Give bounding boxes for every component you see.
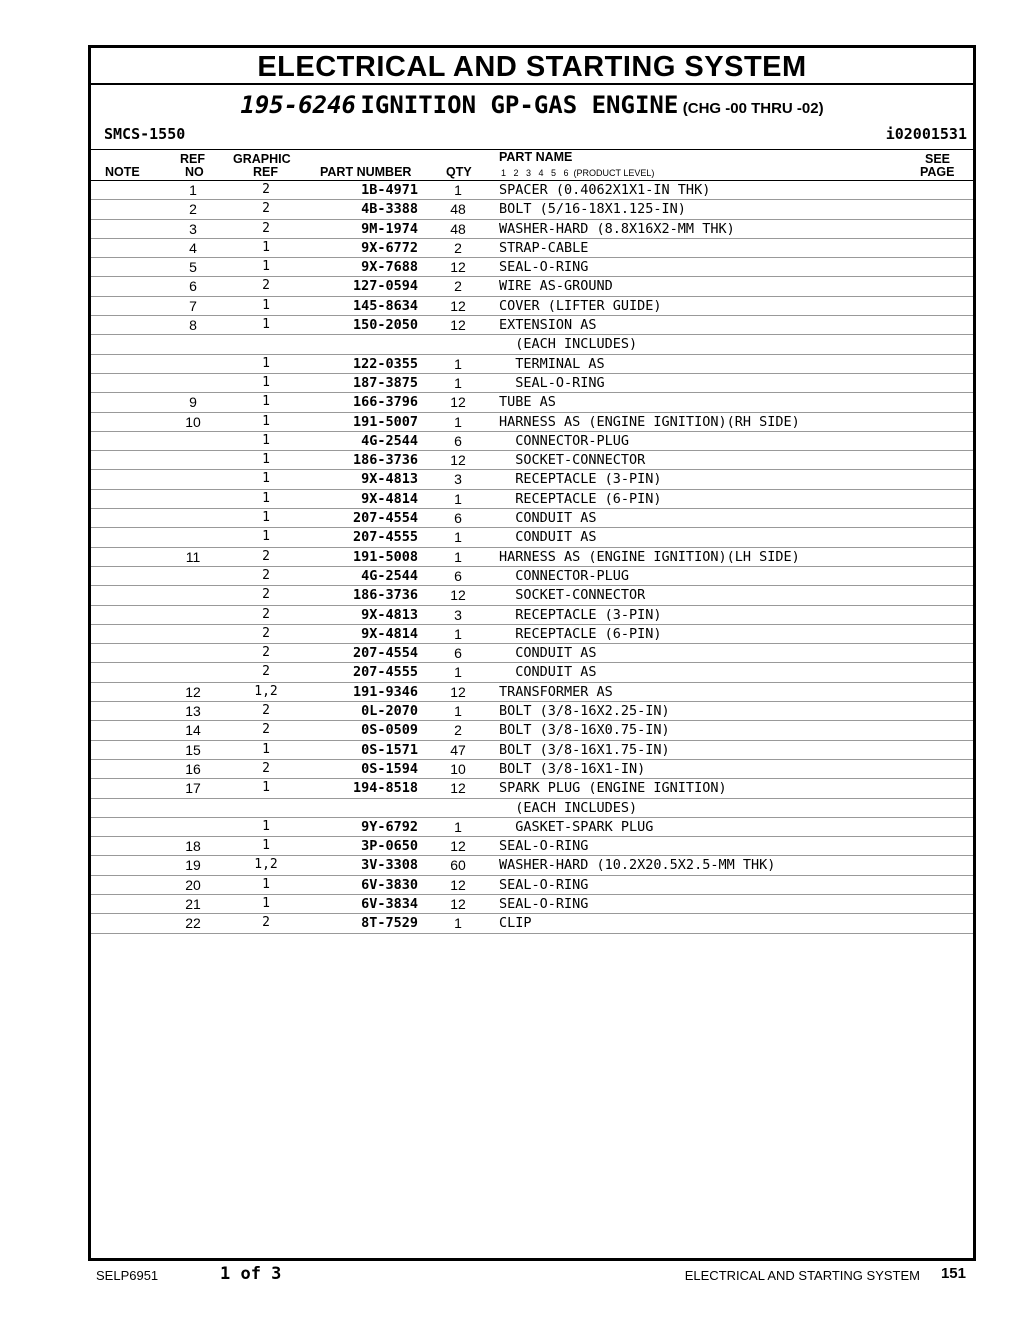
part-name: SOCKET-CONNECTOR bbox=[499, 587, 646, 604]
ref-number: 17 bbox=[185, 780, 201, 797]
illustration-id: i02001531 bbox=[885, 125, 967, 143]
part-number: 150-2050 bbox=[352, 317, 418, 334]
ref-number: 3 bbox=[189, 220, 197, 237]
table-row bbox=[91, 625, 973, 644]
table-row bbox=[91, 606, 973, 625]
quantity: 12 bbox=[450, 683, 466, 700]
table-row bbox=[91, 914, 973, 933]
part-name: CONNECTOR-PLUG bbox=[499, 432, 630, 449]
table-row bbox=[91, 683, 973, 702]
ref-number: 9 bbox=[189, 394, 197, 411]
part-name: CONDUIT AS bbox=[499, 664, 597, 681]
part-number: 1B-4971 bbox=[361, 182, 418, 198]
quantity: 12 bbox=[450, 838, 466, 855]
page-footer bbox=[0, 1262, 1020, 1292]
table-row bbox=[91, 335, 973, 354]
graphic-ref: 1 bbox=[262, 259, 270, 275]
group-heading bbox=[91, 85, 973, 121]
part-number: 0S-1571 bbox=[361, 741, 418, 758]
ref-number: 15 bbox=[185, 741, 201, 758]
graphic-ref: 1 bbox=[262, 317, 270, 333]
graphic-ref: 1 bbox=[262, 741, 270, 757]
table-row bbox=[91, 818, 973, 837]
quantity: 1 bbox=[454, 625, 462, 642]
part-name: TERMINAL AS bbox=[499, 355, 605, 372]
graphic-ref: 2 bbox=[262, 278, 270, 294]
page-title: ELECTRICAL AND STARTING SYSTEM bbox=[91, 48, 973, 85]
table-row bbox=[91, 856, 973, 875]
graphic-ref: 2 bbox=[262, 587, 270, 603]
quantity: 1 bbox=[454, 182, 462, 198]
table-row bbox=[91, 663, 973, 682]
part-name: WIRE AS-GROUND bbox=[499, 278, 613, 295]
part-number: 9X-7688 bbox=[361, 259, 418, 276]
page-of-indicator: 1 of 3 bbox=[220, 1264, 282, 1284]
ref-number: 11 bbox=[185, 548, 201, 565]
part-number: 191-5007 bbox=[352, 413, 418, 430]
graphic-ref: 2 bbox=[262, 645, 270, 661]
quantity: 3 bbox=[454, 471, 462, 488]
quantity: 1 bbox=[454, 664, 462, 681]
part-name: CONDUIT AS bbox=[499, 510, 597, 527]
part-number: 186-3736 bbox=[352, 452, 418, 469]
part-number: 207-4555 bbox=[352, 664, 418, 681]
col-see-bottom: PAGE bbox=[920, 165, 955, 179]
part-number: 0L-2070 bbox=[361, 703, 418, 720]
part-number: 207-4554 bbox=[352, 510, 418, 527]
ref-number: 6 bbox=[189, 278, 197, 295]
graphic-ref: 1 bbox=[262, 876, 270, 892]
part-name: COVER (LIFTER GUIDE) bbox=[499, 297, 662, 314]
table-row bbox=[91, 413, 973, 432]
table-row bbox=[91, 509, 973, 528]
part-name: SEAL-O-RING bbox=[499, 374, 605, 391]
part-name: BOLT (3/8-16X1.75-IN) bbox=[499, 741, 670, 758]
quantity: 60 bbox=[450, 857, 466, 874]
ref-number: 12 bbox=[185, 683, 201, 700]
table-row bbox=[91, 702, 973, 721]
table-row bbox=[91, 760, 973, 779]
graphic-ref: 1 bbox=[262, 490, 270, 506]
col-product-level: 1 2 3 4 5 6 (PRODUCT LEVEL) bbox=[501, 168, 655, 178]
graphic-ref: 1,2 bbox=[254, 683, 278, 699]
part-name: SEAL-O-RING bbox=[499, 895, 589, 912]
quantity: 1 bbox=[454, 374, 462, 391]
ref-number: 4 bbox=[189, 239, 197, 256]
graphic-ref: 1 bbox=[262, 355, 270, 371]
part-name: GASKET-SPARK PLUG bbox=[499, 818, 654, 835]
quantity: 1 bbox=[454, 703, 462, 720]
parts-list-frame bbox=[88, 45, 976, 1261]
ref-number: 21 bbox=[185, 895, 201, 912]
quantity: 12 bbox=[450, 876, 466, 893]
quantity: 1 bbox=[454, 915, 462, 932]
graphic-ref: 2 bbox=[262, 722, 270, 738]
part-name: SEAL-O-RING bbox=[499, 259, 589, 276]
graphic-ref: 2 bbox=[262, 606, 270, 622]
graphic-ref: 2 bbox=[262, 664, 270, 680]
part-name: RECEPTACLE (3-PIN) bbox=[499, 471, 662, 488]
ref-number: 10 bbox=[185, 413, 201, 430]
change-range: (CHG -00 THRU -02) bbox=[682, 100, 824, 117]
part-number: 9X-6772 bbox=[361, 239, 418, 256]
table-row bbox=[91, 799, 973, 818]
ref-number: 2 bbox=[189, 201, 197, 218]
graphic-ref: 1 bbox=[262, 780, 270, 796]
part-name: HARNESS AS (ENGINE IGNITION)(LH SIDE) bbox=[499, 548, 800, 565]
quantity: 12 bbox=[450, 895, 466, 912]
ref-number: 22 bbox=[185, 915, 201, 932]
graphic-ref: 1 bbox=[262, 529, 270, 545]
part-name: EXTENSION AS bbox=[499, 317, 597, 334]
table-row bbox=[91, 200, 973, 219]
graphic-ref: 1 bbox=[262, 471, 270, 487]
col-see-top: SEE bbox=[925, 152, 951, 166]
part-number: 207-4555 bbox=[352, 529, 418, 546]
table-row bbox=[91, 355, 973, 374]
part-number: 186-3736 bbox=[352, 587, 418, 604]
part-number: 194-8518 bbox=[352, 780, 418, 797]
quantity: 1 bbox=[454, 529, 462, 546]
quantity: 1 bbox=[454, 490, 462, 507]
table-row bbox=[91, 277, 973, 296]
part-number: 9X-4813 bbox=[361, 606, 418, 623]
graphic-ref: 2 bbox=[262, 915, 270, 931]
part-name: BOLT (3/8-16X1-IN) bbox=[499, 760, 646, 777]
graphic-ref: 2 bbox=[262, 760, 270, 776]
part-number: 122-0355 bbox=[352, 355, 418, 372]
quantity: 12 bbox=[450, 394, 466, 411]
ref-number: 5 bbox=[189, 259, 197, 276]
part-name: WASHER-HARD (10.2X20.5X2.5-MM THK) bbox=[499, 857, 776, 874]
part-name: CONNECTOR-PLUG bbox=[499, 567, 630, 584]
table-row bbox=[91, 567, 973, 586]
part-name: TRANSFORMER AS bbox=[499, 683, 613, 700]
page-number: 151 bbox=[940, 1265, 966, 1282]
table-row bbox=[91, 239, 973, 258]
quantity: 10 bbox=[450, 760, 466, 777]
col-part-name: PART NAME bbox=[499, 150, 573, 164]
part-number: 191-5008 bbox=[352, 548, 418, 565]
table-row bbox=[91, 779, 973, 798]
part-name: SPACER (0.4062X1X1-IN THK) bbox=[499, 182, 711, 198]
quantity: 1 bbox=[454, 548, 462, 565]
part-number: 9X-4814 bbox=[361, 490, 418, 507]
table-row bbox=[91, 721, 973, 740]
col-part-number: PART NUMBER bbox=[320, 165, 412, 179]
ref-number: 16 bbox=[185, 760, 201, 777]
ref-number: 18 bbox=[185, 838, 201, 855]
quantity: 12 bbox=[450, 452, 466, 469]
quantity: 2 bbox=[454, 722, 462, 739]
part-number: 9X-4813 bbox=[361, 471, 418, 488]
graphic-ref: 2 bbox=[262, 220, 270, 236]
part-name: SEAL-O-RING bbox=[499, 876, 589, 893]
col-graphic-top: GRAPHIC bbox=[233, 152, 291, 166]
graphic-ref: 1 bbox=[262, 239, 270, 255]
ref-number: 8 bbox=[189, 317, 197, 334]
col-ref-top: REF bbox=[180, 152, 205, 166]
quantity: 1 bbox=[454, 413, 462, 430]
part-name: BOLT (3/8-16X2.25-IN) bbox=[499, 703, 670, 720]
part-number: 145-8634 bbox=[352, 297, 418, 314]
table-row bbox=[91, 837, 973, 856]
graphic-ref: 2 bbox=[262, 201, 270, 217]
part-name: BOLT (3/8-16X0.75-IN) bbox=[499, 722, 670, 739]
table-row bbox=[91, 220, 973, 239]
quantity: 12 bbox=[450, 259, 466, 276]
graphic-ref: 1 bbox=[262, 297, 270, 313]
col-graphic-bottom: REF bbox=[253, 165, 278, 179]
part-name: STRAP-CABLE bbox=[499, 239, 589, 256]
quantity: 12 bbox=[450, 297, 466, 314]
quantity: 6 bbox=[454, 645, 462, 662]
table-row bbox=[91, 895, 973, 914]
graphic-ref: 1 bbox=[262, 413, 270, 429]
quantity: 48 bbox=[450, 201, 466, 218]
graphic-ref: 1 bbox=[262, 510, 270, 526]
part-name: RECEPTACLE (6-PIN) bbox=[499, 625, 662, 642]
publication-code: SELP6951 bbox=[96, 1268, 159, 1283]
table-row bbox=[91, 490, 973, 509]
part-number: 8T-7529 bbox=[361, 915, 418, 932]
table-row bbox=[91, 297, 973, 316]
part-name: (EACH INCLUDES) bbox=[499, 799, 638, 816]
graphic-ref: 1 bbox=[262, 895, 270, 911]
ref-number: 14 bbox=[185, 722, 201, 739]
col-ref-bottom: NO bbox=[185, 165, 204, 179]
graphic-ref: 2 bbox=[262, 703, 270, 719]
part-number: 191-9346 bbox=[352, 683, 418, 700]
part-name: SOCKET-CONNECTOR bbox=[499, 452, 646, 469]
table-row bbox=[91, 432, 973, 451]
part-name: (EACH INCLUDES) bbox=[499, 336, 638, 353]
graphic-ref: 1 bbox=[262, 432, 270, 448]
part-name: CLIP bbox=[499, 915, 532, 932]
quantity: 12 bbox=[450, 317, 466, 334]
quantity: 12 bbox=[450, 587, 466, 604]
quantity: 3 bbox=[454, 606, 462, 623]
table-row bbox=[91, 876, 973, 895]
part-number: 4G-2544 bbox=[361, 432, 418, 449]
ref-number: 20 bbox=[185, 876, 201, 893]
graphic-ref: 2 bbox=[262, 182, 270, 197]
part-number: 4B-3388 bbox=[361, 201, 418, 218]
part-name: TUBE AS bbox=[499, 394, 556, 411]
part-name: HARNESS AS (ENGINE IGNITION)(RH SIDE) bbox=[499, 413, 800, 430]
graphic-ref: 1 bbox=[262, 394, 270, 410]
ref-number: 13 bbox=[185, 703, 201, 720]
table-header bbox=[91, 149, 973, 181]
part-number: 127-0594 bbox=[352, 278, 418, 295]
table-row bbox=[91, 548, 973, 567]
part-name: SPARK PLUG (ENGINE IGNITION) bbox=[499, 780, 727, 797]
part-name: WASHER-HARD (8.8X16X2-MM THK) bbox=[499, 220, 735, 237]
part-number: 187-3875 bbox=[352, 374, 418, 391]
part-number: 207-4554 bbox=[352, 645, 418, 662]
group-name: IGNITION GP-GAS ENGINE bbox=[360, 91, 679, 119]
part-name: BOLT (5/16-18X1.125-IN) bbox=[499, 201, 686, 218]
ref-number: 7 bbox=[189, 297, 197, 314]
part-name: RECEPTACLE (3-PIN) bbox=[499, 606, 662, 623]
quantity: 6 bbox=[454, 432, 462, 449]
part-number: 9X-4814 bbox=[361, 625, 418, 642]
group-number: 195-6246 bbox=[240, 91, 356, 119]
parts-table-body bbox=[91, 181, 973, 934]
footer-section-title: ELECTRICAL AND STARTING SYSTEM bbox=[684, 1268, 920, 1283]
graphic-ref: 2 bbox=[262, 548, 270, 564]
table-row bbox=[91, 374, 973, 393]
table-row bbox=[91, 393, 973, 412]
graphic-ref: 2 bbox=[262, 625, 270, 641]
quantity: 48 bbox=[450, 220, 466, 237]
quantity: 1 bbox=[454, 355, 462, 372]
quantity: 6 bbox=[454, 567, 462, 584]
part-number: 166-3796 bbox=[352, 394, 418, 411]
col-note: NOTE bbox=[105, 165, 140, 179]
graphic-ref: 2 bbox=[262, 567, 270, 583]
graphic-ref: 1 bbox=[262, 452, 270, 468]
ref-number: 19 bbox=[185, 857, 201, 874]
part-number: 4G-2544 bbox=[361, 567, 418, 584]
part-name: RECEPTACLE (6-PIN) bbox=[499, 490, 662, 507]
quantity: 1 bbox=[454, 818, 462, 835]
graphic-ref: 1 bbox=[262, 818, 270, 834]
table-row bbox=[91, 258, 973, 277]
table-row bbox=[91, 586, 973, 605]
table-row bbox=[91, 470, 973, 489]
part-number: 0S-0509 bbox=[361, 722, 418, 739]
part-number: 3P-0650 bbox=[361, 838, 418, 855]
part-number: 3V-3308 bbox=[361, 857, 418, 874]
part-name: SEAL-O-RING bbox=[499, 838, 589, 855]
part-name: CONDUIT AS bbox=[499, 529, 597, 546]
part-number: 6V-3834 bbox=[361, 895, 418, 912]
part-number: 9Y-6792 bbox=[361, 818, 418, 835]
table-row bbox=[91, 644, 973, 663]
part-name: CONDUIT AS bbox=[499, 645, 597, 662]
graphic-ref: 1 bbox=[262, 374, 270, 390]
graphic-ref: 1 bbox=[262, 838, 270, 854]
identifier-row bbox=[91, 121, 973, 149]
part-number: 6V-3830 bbox=[361, 876, 418, 893]
table-row bbox=[91, 451, 973, 470]
quantity: 6 bbox=[454, 510, 462, 527]
table-row bbox=[91, 316, 973, 335]
table-row bbox=[91, 741, 973, 760]
table-row bbox=[91, 528, 973, 547]
quantity: 2 bbox=[454, 278, 462, 295]
ref-number: 1 bbox=[189, 182, 197, 198]
quantity: 2 bbox=[454, 239, 462, 256]
part-number: 0S-1594 bbox=[361, 760, 418, 777]
quantity: 47 bbox=[450, 741, 466, 758]
graphic-ref: 1,2 bbox=[254, 857, 278, 873]
table-row bbox=[91, 181, 973, 200]
quantity: 12 bbox=[450, 780, 466, 797]
col-qty: QTY bbox=[446, 165, 472, 179]
smcs-code: SMCS-1550 bbox=[104, 125, 186, 143]
part-number: 9M-1974 bbox=[361, 220, 418, 237]
